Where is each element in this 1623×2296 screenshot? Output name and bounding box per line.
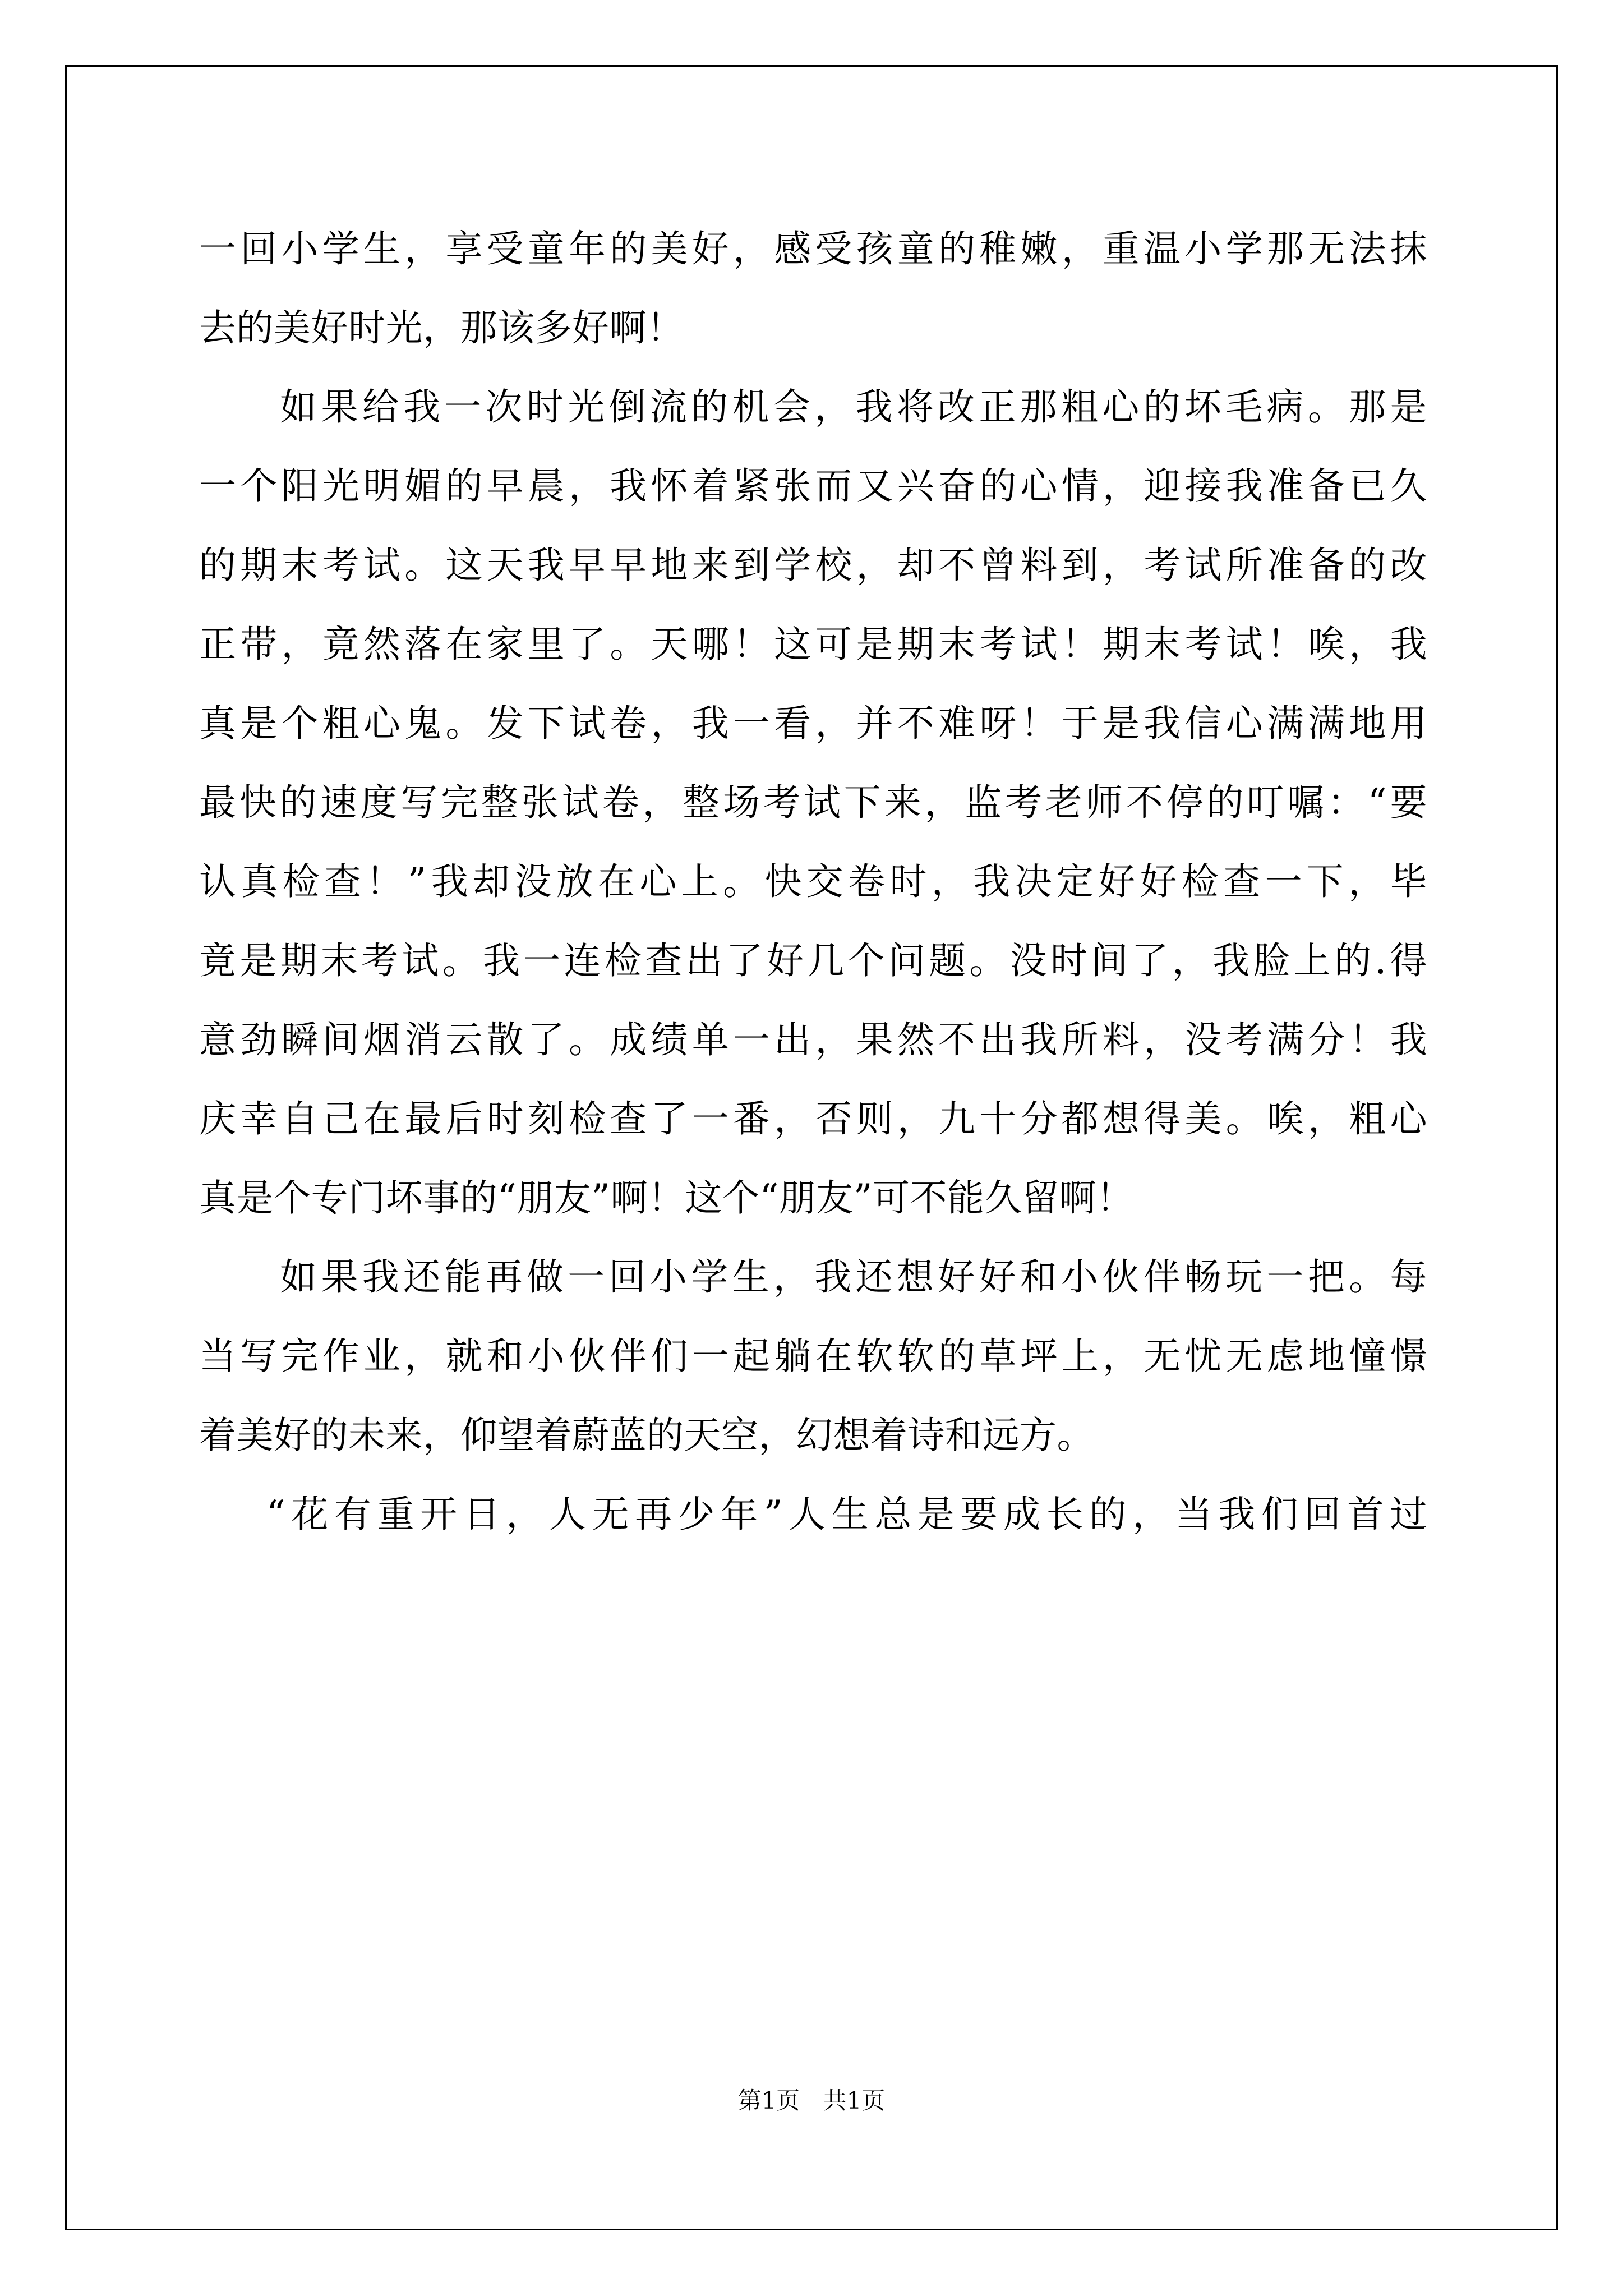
text-line: 意劲瞬间烟消云散了。成绩单一出，果然不出我所料，没考满分！我 bbox=[199, 1018, 1427, 1061]
text-line: 真是个专门坏事的“朋友”啊！这个“朋友”可不能久留啊！ bbox=[199, 1176, 1134, 1220]
text-line: 的期末考试。这天我早早地来到学校，却不曾料到，考试所准备的改 bbox=[199, 544, 1427, 587]
document-body bbox=[199, 209, 1427, 1554]
paragraph-start-line: 如果给我一次时光倒流的机会，我将改正那粗心的坏毛病。那是 bbox=[280, 385, 1427, 429]
text-line: 认真检查！”我却没放在心上。快交卷时，我决定好好检查一下，毕 bbox=[199, 860, 1427, 903]
text-line: 竟是期末考试。我一连检查出了好几个问题。没时间了，我脸上的.得 bbox=[199, 939, 1427, 982]
text-line: 一回小学生，享受童年的美好，感受孩童的稚嫩，重温小学那无法抹 bbox=[199, 227, 1427, 270]
page-footer bbox=[0, 2084, 1623, 2118]
paragraph-start-line: 如果我还能再做一回小学生，我还想好好和小伙伴畅玩一把。每 bbox=[280, 1255, 1427, 1299]
text-line: 正带，竟然落在家里了。天哪！这可是期末考试！期末考试！唉，我 bbox=[199, 623, 1427, 666]
text-line: 庆幸自己在最后时刻检查了一番，否则，九十分都想得美。唉，粗心 bbox=[199, 1097, 1427, 1140]
paragraph-start-line: “花有重开日，人无再少年”人生总是要成长的，当我们回首过 bbox=[266, 1493, 1427, 1536]
text-line: 真是个粗心鬼。发下试卷，我一看，并不难呀！于是我信心满满地用 bbox=[199, 702, 1427, 745]
page-number: 第1页 bbox=[737, 2087, 800, 2114]
text-line: 最快的速度写完整张试卷，整场考试下来，监考老师不停的叮嘱：“要 bbox=[199, 781, 1427, 824]
text-line: 一个阳光明媚的早晨，我怀着紧张而又兴奋的心情，迎接我准备已久 bbox=[199, 464, 1427, 508]
text-line: 着美好的未来，仰望着蔚蓝的天空，幻想着诗和远方。 bbox=[199, 1414, 1094, 1457]
text-line: 去的美好时光，那该多好啊！ bbox=[199, 306, 684, 349]
page-total: 共1页 bbox=[823, 2087, 886, 2114]
text-line: 当写完作业，就和小伙伴们一起躺在软软的草坪上，无忧无虑地憧憬 bbox=[199, 1335, 1427, 1378]
